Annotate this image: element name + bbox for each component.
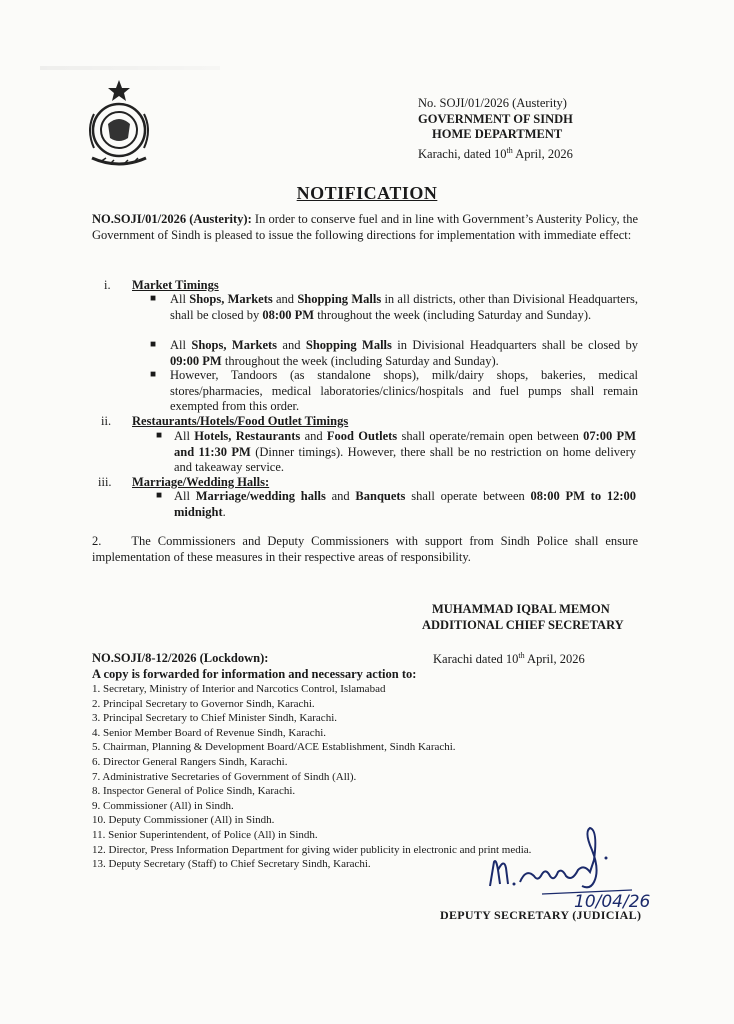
bullet-text: All Hotels, Restaurants and Food Outlets shall operate/remain open between 07:00 PM and 11:30 PM (Dinner timings). However, there shall be no restriction on home delivery and takeaway service. xyxy=(174,429,636,474)
header-date-sup: th xyxy=(506,145,513,155)
bullet-icon: ■ xyxy=(150,339,157,350)
list-item: 9. Commissioner (All) in Sindh. xyxy=(92,799,234,812)
bullet-icon: ■ xyxy=(150,293,157,304)
header-date xyxy=(418,143,573,163)
section-number: ii. xyxy=(101,414,112,428)
bullet-text: All Marriage/wedding halls and Banquets shall operate between 08:00 PM to 12:00 midnight. xyxy=(174,489,636,519)
bullet-icon: ■ xyxy=(150,369,157,380)
copy-heading: A copy is forwarded for information and necessary action to: xyxy=(92,667,417,681)
intro-text: In order to conserve fuel and in line with Government’s Austerity Policy, the Government of Sindh is pleased to issue the following directions for implementation with immediate effect: xyxy=(92,212,638,242)
header-government: GOVERNMENT OF SINDH xyxy=(418,111,573,126)
list-item: 12. Director, Press Information Department for giving wider publicity in electronic and print media. xyxy=(92,843,532,856)
list-item: 11. Senior Superintendent, of Police (All) in Sindh. xyxy=(92,828,318,841)
section-heading: Market Timings xyxy=(132,278,219,292)
section-heading: Restaurants/Hotels/Food Outlet Timings xyxy=(132,414,349,428)
bullet-icon: ■ xyxy=(156,430,163,441)
paragraph-text: The Commissioners and Deputy Commissioners with support from Sindh Police shall ensure implementation of these measures in their respective areas of responsibility. xyxy=(92,534,638,564)
handwritten-signature xyxy=(482,810,662,910)
bullet-text: However, Tandoors (as standalone shops), milk/dairy shops, bakeries, medical stores/pharmacies, medical laboratories/clinics/hospitals and fuel pumps shall remain exempted from this order. xyxy=(170,368,638,413)
page-title: NOTIFICATION xyxy=(296,183,438,203)
section-number: i. xyxy=(104,278,111,292)
bullet-text: All Shops, Markets and Shopping Malls in Divisional Headquarters shall be closed by 09:00 PM throughout the week (including Saturday and Sunday). xyxy=(170,338,638,368)
bullet-text: All Shops, Markets and Shopping Malls in all districts, other than Divisional Headquarters, shall be closed by 08:00 PM throughout the week (including Saturday and Sunday). xyxy=(170,292,638,322)
list-item: 5. Chairman, Planning & Development Board/ACE Establishment, Sindh Karachi. xyxy=(92,741,456,754)
list-item: 6. Director General Rangers Sindh, Karachi. xyxy=(92,755,288,768)
header-department: HOME DEPARTMENT xyxy=(432,127,563,141)
list-item: 13. Deputy Secretary (Staff) to Chief Secretary Sindh, Karachi. xyxy=(92,858,371,871)
copy-ref: NO.SOJI/8-12/2026 (Lockdown): xyxy=(92,651,269,665)
header-block xyxy=(418,96,573,162)
list-item: 4. Senior Member Board of Revenue Sindh, Karachi. xyxy=(92,726,326,739)
signatory-block xyxy=(422,602,624,633)
list-item: 2. Principal Secretary to Governor Sindh, Karachi. xyxy=(92,697,315,710)
sindh-government-seal-icon xyxy=(80,78,158,168)
section-number: iii. xyxy=(98,475,112,489)
signature-date: 10/04/26 xyxy=(574,892,651,910)
copy-date: Karachi dated 10th April, 2026 xyxy=(433,651,585,667)
signatory-title: ADDITIONAL CHIEF SECRETARY xyxy=(422,617,624,632)
list-item: 1. Secretary, Ministry of Interior and Narcotics Control, Islamabad xyxy=(92,683,386,695)
signatory-name: MUHAMMAD IQBAL MEMON xyxy=(432,602,610,616)
section-heading: Marriage/Wedding Halls: xyxy=(132,475,270,489)
bullet-icon: ■ xyxy=(156,490,163,501)
list-item: 10. Deputy Commissioner (All) in Sindh. xyxy=(92,814,275,827)
list-item: 8. Inspector General of Police Sindh, Karachi. xyxy=(92,785,296,798)
header-date-suffix: April, 2026 xyxy=(512,146,573,161)
paragraph-2 xyxy=(92,534,638,565)
header-date-prefix: Karachi, dated 10 xyxy=(418,146,507,161)
list-item: 7. Administrative Secretaries of Government of Sindh (All). xyxy=(92,770,357,783)
intro-paragraph xyxy=(92,212,638,243)
distribution-list xyxy=(92,682,531,872)
list-item: 3. Principal Secretary to Chief Minister Sindh, Karachi. xyxy=(92,712,337,725)
scan-artifact xyxy=(40,66,220,70)
deputy-secretary: DEPUTY SECRETARY (JUDICIAL) xyxy=(440,908,642,922)
header-ref: No. SOJI/01/2026 (Austerity) xyxy=(418,96,567,110)
intro-ref: NO.SOJI/01/2026 (Austerity): xyxy=(92,212,252,226)
paragraph-number: 2. xyxy=(92,534,102,548)
